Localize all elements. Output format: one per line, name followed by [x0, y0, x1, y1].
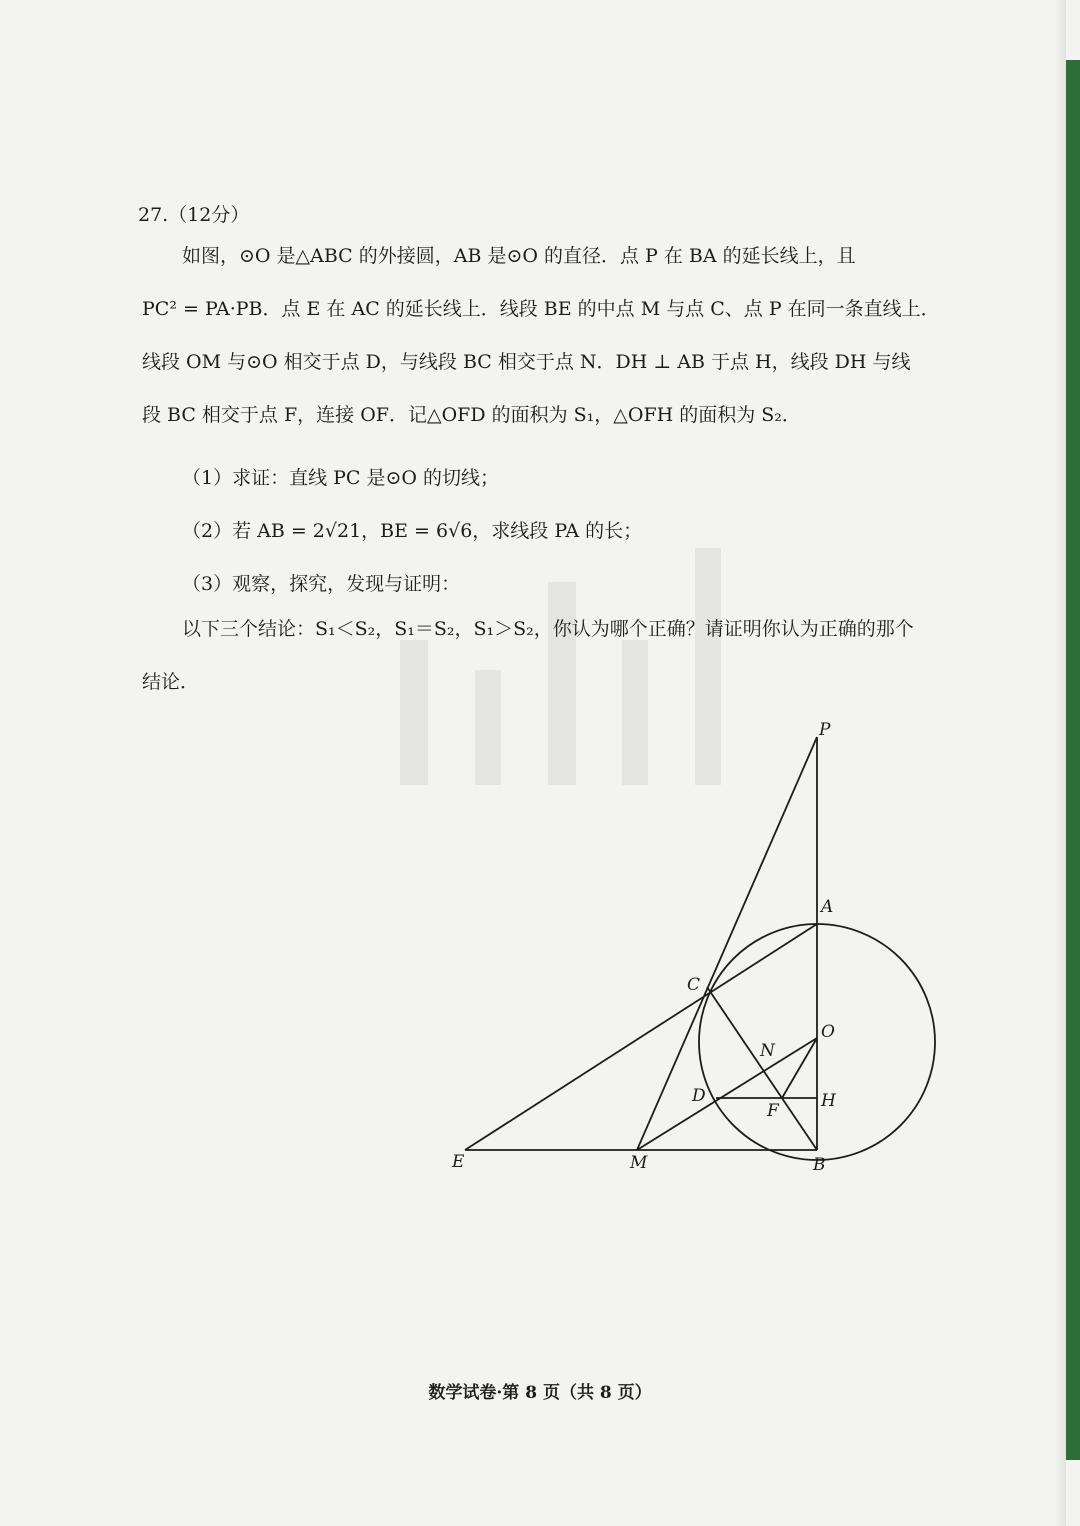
line-o-f [782, 1038, 817, 1098]
label-c: C [687, 975, 701, 995]
label-n: N [760, 1041, 775, 1061]
line-m-o [637, 1038, 817, 1150]
line-c-b [707, 987, 817, 1150]
label-e: E [452, 1152, 465, 1172]
part-3-line: 以下三个结论：S₁＜S₂，S₁＝S₂，S₁＞S₂，你认为哪个正确？请证明你认为正确的那个 [182, 618, 914, 640]
line-p-m [637, 737, 817, 1150]
part-3: （3）观察，探究，发现与证明： [182, 573, 461, 595]
stem-line: 线段 OM 与⊙O 相交于点 D，与线段 BC 相交于点 N．DH ⊥ AB 于点 H，线段 DH 与线 [142, 351, 911, 373]
label-d: D [692, 1086, 706, 1106]
part-3-line: 结论． [142, 671, 200, 693]
label-b: B [813, 1155, 826, 1175]
stem-line: PC² = PA·PB．点 E 在 AC 的延长线上．线段 BE 的中点 M 与点 C、点 P 在同一条直线上． [142, 298, 940, 320]
line-a-e [465, 924, 817, 1150]
page-footer: 数学试卷·第 8 页（共 8 页） [428, 1383, 652, 1403]
part-2: （2）若 AB = 2√21，BE = 6√6，求线段 PA 的长； [182, 520, 643, 542]
label-m: M [630, 1153, 648, 1173]
label-f: F [767, 1101, 779, 1121]
stem-line: 如图，⊙O 是△ABC 的外接圆，AB 是⊙O 的直径．点 P 在 BA 的延长线上，且 [182, 245, 856, 267]
label-p: P [819, 720, 831, 740]
label-a: A [821, 897, 834, 917]
label-o: O [821, 1022, 835, 1042]
label-h: H [821, 1091, 836, 1111]
stem-line: 段 BC 相交于点 F，连接 OF．记△OFD 的面积为 S₁，△OFH 的面积为 S₂． [142, 404, 801, 426]
question-number: 27.（12分） [138, 204, 250, 226]
part-1: （1）求证：直线 PC 是⊙O 的切线； [182, 467, 500, 489]
